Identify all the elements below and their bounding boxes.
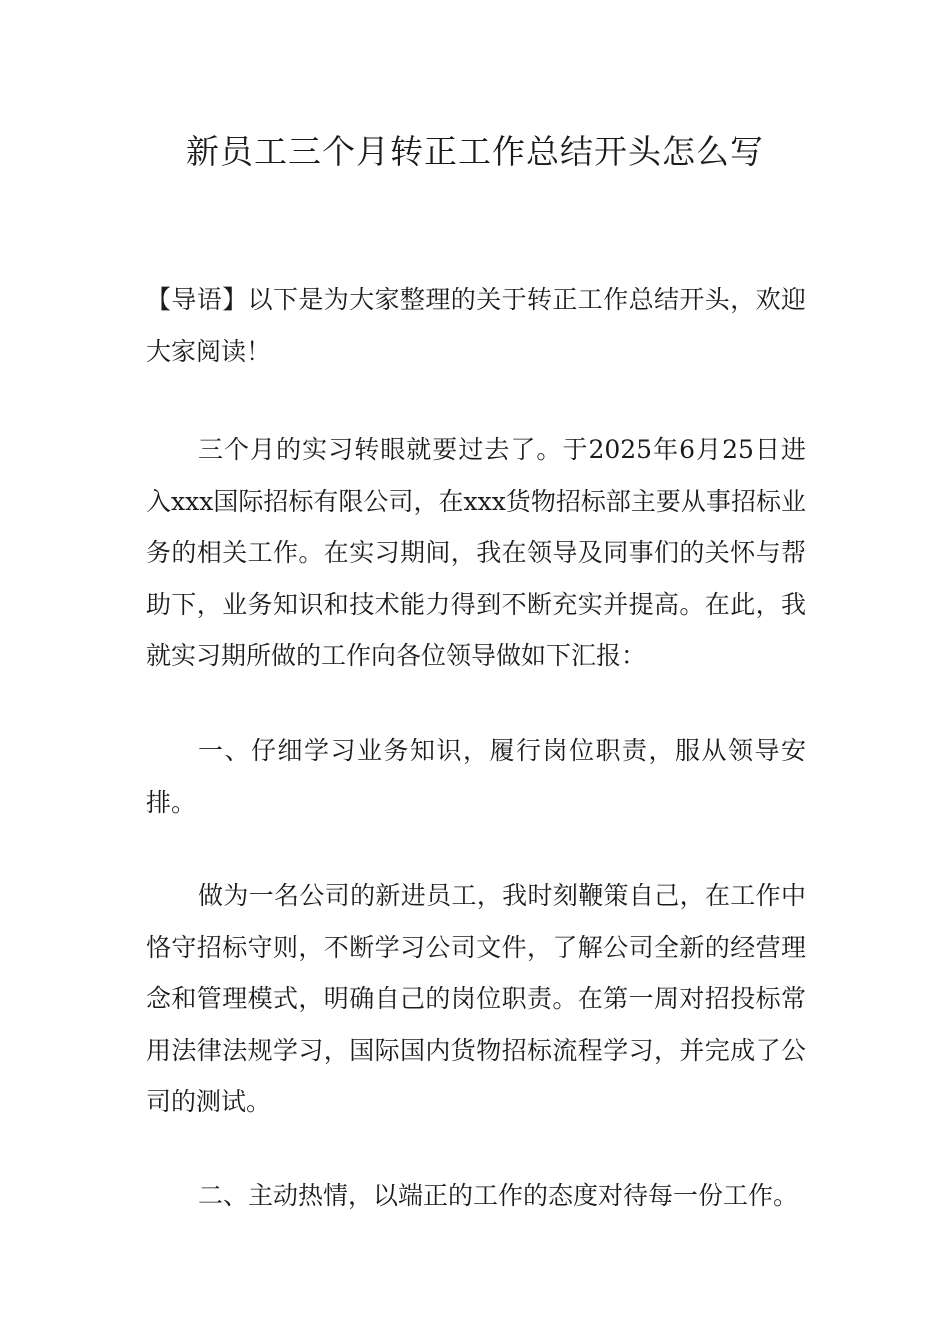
body-paragraph-internship: 三个月的实习转眼就要过去了。于2025年6月25日进入xxx国际招标有限公司，在xxx货物招标部主要从事招标业务的相关工作。在实习期间，我在领导及同事们的关怀与帮助下，业务知识和技术能力得到不断充实并提高。在此，我就实习期所做的工作向各位领导做如下汇报：	[146, 435, 806, 670]
document-title: 新员工三个月转正工作总结开头怎么写	[186, 132, 764, 171]
section-heading-one: 一、仔细学习业务知识，履行岗位职责，服从领导安排。	[146, 736, 806, 817]
section-heading-two: 二、主动热情，以端正的工作的态度对待每一份工作。	[198, 1181, 799, 1210]
body-paragraph-new-employee: 做为一名公司的新进员工，我时刻鞭策自己，在工作中恪守招标守则，不断学习公司文件，了解公司全新的经营理念和管理模式，明确自己的岗位职责。在第一周对招投标常用法律法规学习，国际国内货物招标流程学习，并完成了公司的测试。	[146, 881, 806, 1116]
intro-paragraph: 【导语】以下是为大家整理的关于转正工作总结开头，欢迎大家阅读！	[146, 285, 806, 366]
